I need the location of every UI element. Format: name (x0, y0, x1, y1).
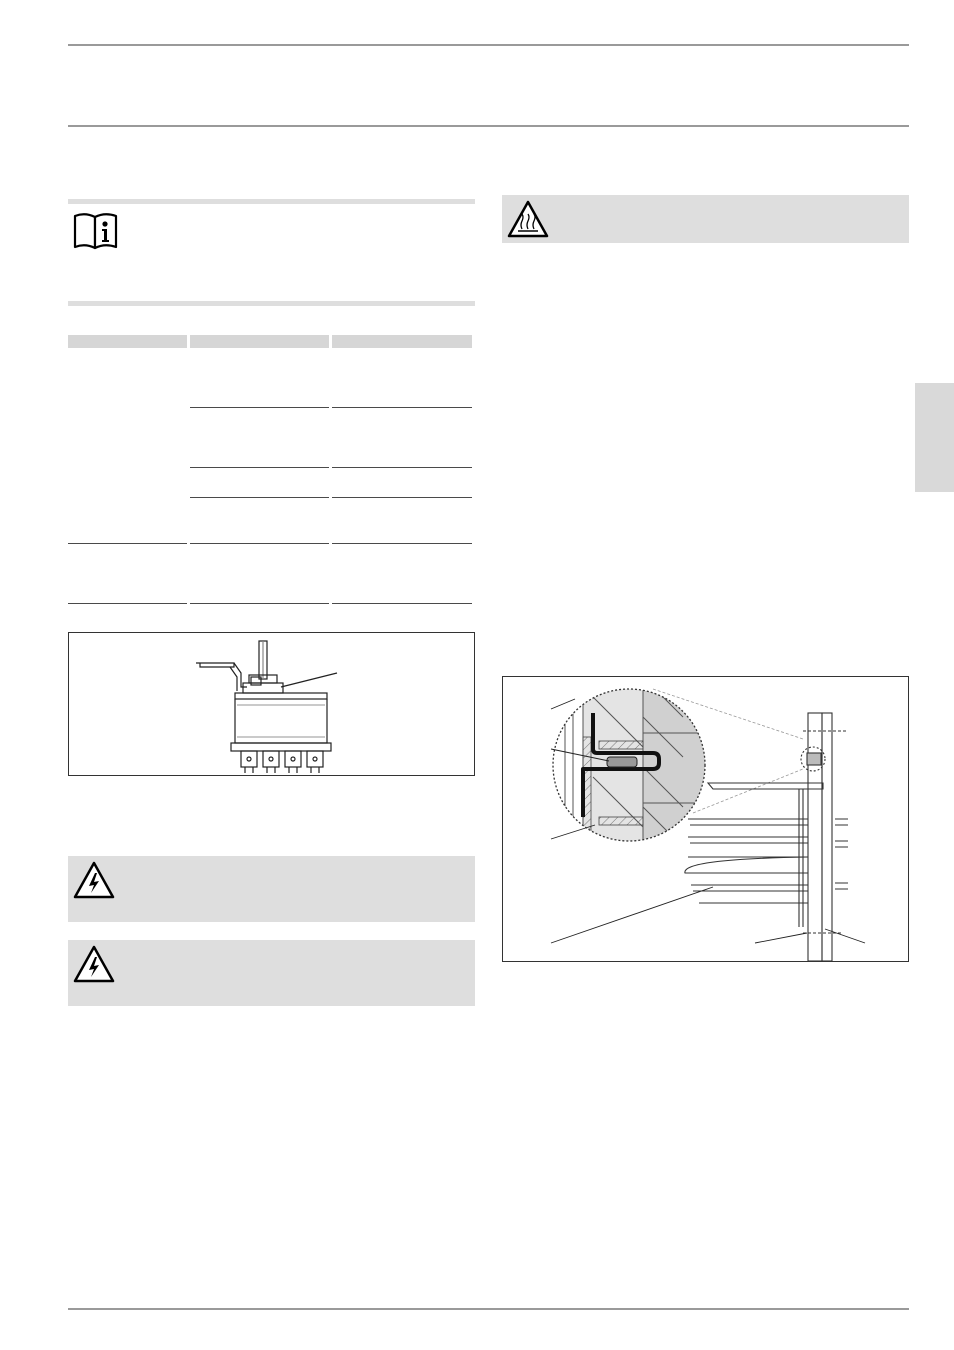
table-row-divider (332, 467, 472, 468)
electric-hazard-icon (72, 944, 116, 984)
table-row-divider (190, 497, 329, 498)
table-row-divider (190, 543, 329, 544)
hot-surface-icon (506, 199, 550, 239)
table-row-divider (332, 407, 472, 408)
thermostat-figure (68, 632, 475, 776)
table-row-divider (68, 603, 187, 604)
thermostat-drawing (69, 633, 474, 775)
manual-info-icon (72, 210, 120, 250)
table-header-cell (190, 335, 329, 348)
chapter-side-tab (915, 383, 954, 492)
table-row-divider (190, 603, 329, 604)
header-rule-top (68, 44, 909, 46)
table-row-divider (332, 603, 472, 604)
table-row-divider (332, 543, 472, 544)
electric-hazard-icon (72, 860, 116, 900)
table-row-divider (190, 467, 329, 468)
info-notice-bottom-bar (68, 301, 475, 306)
info-notice (68, 204, 475, 301)
installation-figure (502, 676, 909, 962)
electric-warning-2 (68, 940, 475, 1006)
electric-warning-1 (68, 856, 475, 922)
table-row-divider (332, 497, 472, 498)
table-row-divider (68, 543, 187, 544)
hot-surface-warning (502, 195, 909, 243)
table-header-cell (68, 335, 187, 348)
header-rule-bottom (68, 125, 909, 127)
installation-drawing (503, 677, 908, 961)
table-header-cell (332, 335, 472, 348)
footer-rule (68, 1308, 909, 1310)
table-row-divider (190, 407, 329, 408)
